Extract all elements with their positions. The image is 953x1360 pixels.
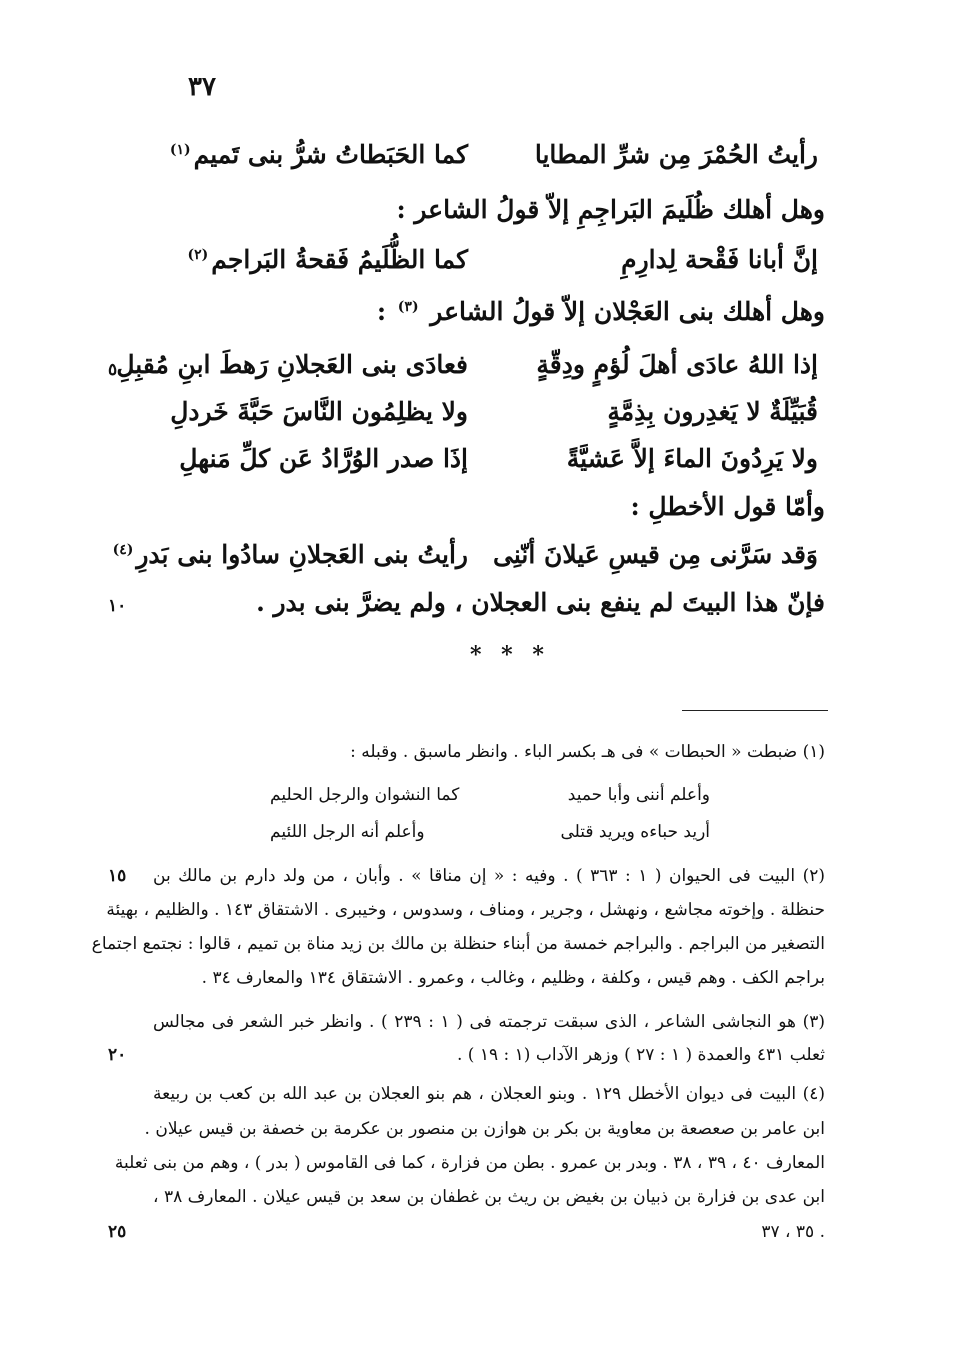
verse-hemistich-1: قُبَيِّلَةٌ لا يَغدِرون بِذِمَّةٍ [607,397,818,426]
footnote-2-line-2: حنظلة . وإخوته مجاشع ، ونهشل ، وجرير ، ومناف ، وسدوس ، وخيبرى . الاشتقاق ١٤٣ . والظليم ، بهيئة [106,900,825,920]
footnote-marker: (١) [169,141,191,158]
verse-hemistich-2: كما النشوان والرجل الحليم [270,785,460,805]
hemistich-text: رأيتُ بنى العَجلانِ سادُوا بنى بَدرِ [136,540,468,569]
verse-2 [178,245,818,274]
verse-hemistich-1: ولا يَرِدُونَ الماءَ إلاَّ عَشيَّةً [566,444,818,473]
verse-hemistich-2: إذَا صدر الوُرَّادُ عَن كلِّ مَنهلِ [179,444,468,473]
footnote-4-line-5: . ٣٥ ، ٣٧ [761,1222,825,1242]
verse-hemistich-2 [112,540,468,569]
footnote-3-line-2: ثعلب ٤٣١ والعمدة ( ١ : ٢٧ ) وزهر الآداب (١ : ١٩ ) . [456,1045,825,1065]
footnote-1-verse-b [270,822,710,842]
prose-line-4: فإنّ هذا البيتَ لم ينفع بنى العجلان ، ولم يضرَّ بنى بدر . [256,588,825,617]
footnote-2-line-3: التصغير من البراجم . والبراجم خمسة من أبناء حنظلة بن مالك بن زيد مناة بن تميم ، قالوا : نجتمع اجتماع [91,934,825,954]
footnote-2-line-1: (٢) البيت فى الحيوان ( ١ : ٣٦٣ ) . وفيه : « إن مناقا » . وأبان ، من ولد دارم بن مالك بن [153,866,825,886]
verse-5 [178,444,818,473]
verse-hemistich-2: ولا يظلِمُون النَّاسَ حَبَّةَ خَردلِ [170,397,468,426]
prose-line-3: وأمّا قول الأخطلِ : [630,492,825,521]
footnote-1-line: (١) ضبطت « الحبطات » فى هـ بكسر الباء . وانظر ماسبق . وقبله : [350,742,825,762]
verse-hemistich-1: إذا اللهُ عادَى أهلَ لُؤمٍ ودِقّةٍ [536,350,818,379]
verse-hemistich-2 [178,245,468,274]
verse-1 [169,140,818,169]
verse-hemistich-2 [169,140,468,169]
prose-colon: : [376,297,387,326]
footnote-4-line-3: المعارف ٤٠ ، ٣٩ ، ٣٨ . وبدر بن عمرو . بطن من فزارة ، كما فى القاموس ( بدر ) ، وهم من بنى ثعلبة [114,1153,825,1173]
verse-hemistich-2: وأعلم أنه الرجل اللئيم [270,822,425,842]
prose-line-2 [145,297,825,326]
footnote-marker: (٣) [397,298,419,315]
verse-hemistich-1: وَقد سَرَّنى مِن قيسِ عَيلانَ أنّنِى [492,540,818,569]
verse-6 [112,540,818,569]
verse-hemistich-1: رأيتُ الحُمْرَ مِن شرِّ المطايا [534,140,818,169]
line-number-10: ١٠ [108,596,127,616]
footnote-rule [682,710,828,711]
verse-3 [116,350,818,379]
prose-text: وهل أهلك بنى العَجْلان إلاّ قولُ الشاعر [430,297,825,326]
verse-4 [170,397,818,426]
prose-line-1: وهل أهلك ظُلَيمَ البَراجِمِ إلاّ قولُ الشاعر : [396,195,825,224]
footnote-1-verse-a [270,785,710,805]
footnote-4-line-1: (٤) البيت فى ديوان الأخطل ١٢٩ . وبنو العجلان ، هم بنو العجلان بن عبد الله بن كعب بن ربيعة [153,1084,825,1104]
footnote-marker: (٤) [112,541,134,558]
section-divider-stars: * * * [470,642,550,668]
verse-hemistich-1: إنَّ أبانا فَقْحة لِدارِمِ [621,245,818,274]
line-number-5: ٥ [108,360,118,380]
verse-hemistich-1: أريد حباءه ويريد قتلى [560,822,710,842]
verse-hemistich-1: وأعلم أننى وأبا حميد [567,785,710,805]
footnote-3-line-1: (٣) هو النجاشى الشاعر ، الذى سبقت ترجمته فى ( ١ : ٢٣٩ ) . وانظر خبر الشعر فى مجالس [153,1012,825,1032]
footnote-2-line-4: براجم الكف . وهم قيس ، وكلفة ، وظليم ، وغالب ، وعمرو . الاشتقاق ١٣٤ والمعارف ٣٤ . [201,968,825,988]
line-number-15: ١٥ [108,866,127,886]
page-number: ٣٧ [188,72,216,102]
footnote-4-line-2: ابن عامر بن صعصعة بن معاوية بن بكر بن هوازن بن منصور بن عكرمة بن خصفة بن قيس عيلان . [144,1119,825,1139]
verse-hemistich-2: فعادَى بنى العَجلانِ رَهطَ ابنِ مُقبِلِ [116,350,468,379]
line-number-20: ٢٠ [108,1045,127,1065]
footnote-4-line-4: ابن عدى بن فزارة بن ذبيان بن بغيض بن ريث بن غطفان بن سعد بن قيس عيلان . المعارف ٣٨ ، [153,1187,826,1207]
hemistich-text: كما الظُّلَيمُ فَقحةُ البَراجم [211,245,468,274]
footnote-marker: (٢) [187,246,209,263]
hemistich-text: كما الحَبَطاتُ شرُّ بنى تَميم [193,140,468,169]
line-number-25: ٢٥ [108,1222,127,1242]
